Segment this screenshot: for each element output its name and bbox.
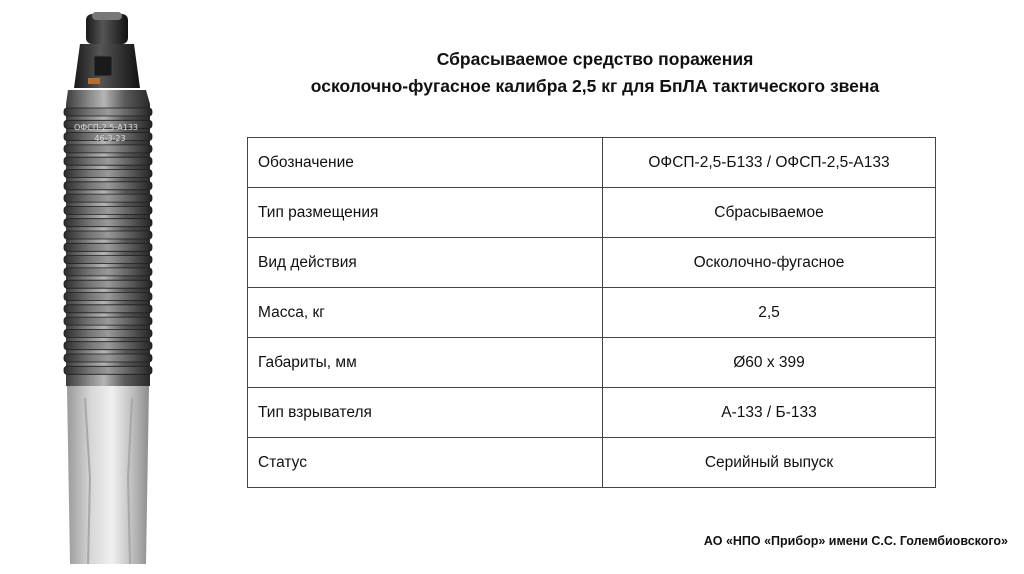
spec-param: Обозначение <box>248 138 603 188</box>
fragmentation-ring <box>64 366 152 374</box>
fragmentation-ring <box>64 305 152 313</box>
fragmentation-ring <box>64 194 152 202</box>
spec-row <box>248 338 936 388</box>
fragmentation-ring <box>64 354 152 362</box>
spec-param: Тип размещения <box>248 188 603 238</box>
specs-table <box>247 137 936 488</box>
fragmentation-ring <box>64 170 152 178</box>
fragmentation-ring <box>64 317 152 325</box>
spec-param: Масса, кг <box>248 288 603 338</box>
fragmentation-ring <box>64 293 152 301</box>
spec-value: Сбрасываемое <box>603 188 936 238</box>
spec-row <box>248 438 936 488</box>
fragmentation-ring <box>64 329 152 337</box>
spec-value: Ø60 x 399 <box>603 338 936 388</box>
fragmentation-ring <box>64 206 152 214</box>
fragmentation-ring <box>64 231 152 239</box>
spec-value: Серийный выпуск <box>603 438 936 488</box>
munition-image <box>40 8 190 568</box>
spec-row <box>248 238 936 288</box>
spec-param: Тип взрывателя <box>248 388 603 438</box>
fragmentation-ring <box>64 342 152 350</box>
fragmentation-ring <box>64 280 152 288</box>
spec-value: ОФСП-2,5-Б133 / ОФСП-2,5-А133 <box>603 138 936 188</box>
munition-marking-2: 46-3-23 <box>94 134 126 143</box>
title-line-2: осколочно-фугасное калибра 2,5 кг для БпЛА тактического звена <box>310 76 880 96</box>
fragmentation-ring <box>64 145 152 153</box>
fragmentation-ring <box>64 268 152 276</box>
spec-row <box>248 138 936 188</box>
spec-row <box>248 188 936 238</box>
spec-value: 2,5 <box>603 288 936 338</box>
title-line-1: Сбрасываемое средство поражения <box>436 49 754 69</box>
spec-param: Вид действия <box>248 238 603 288</box>
slide-title <box>250 46 940 100</box>
fragmentation-ring <box>64 157 152 165</box>
fragmentation-ring <box>64 108 152 116</box>
spec-param: Габариты, мм <box>248 338 603 388</box>
spec-row <box>248 388 936 438</box>
fragmentation-ring <box>64 256 152 264</box>
spec-value: А-133 / Б-133 <box>603 388 936 438</box>
spec-param: Статус <box>248 438 603 488</box>
manufacturer-footer: АО «НПО «Прибор» имени С.С. Голембиовского» <box>703 534 1008 548</box>
spec-value: Осколочно-фугасное <box>603 238 936 288</box>
fragmentation-ring <box>64 182 152 190</box>
fragmentation-ring <box>64 243 152 251</box>
fragmentation-ring <box>64 219 152 227</box>
spec-row <box>248 288 936 338</box>
munition-marking-1: ОФСП-2,5-А133 <box>73 123 139 132</box>
